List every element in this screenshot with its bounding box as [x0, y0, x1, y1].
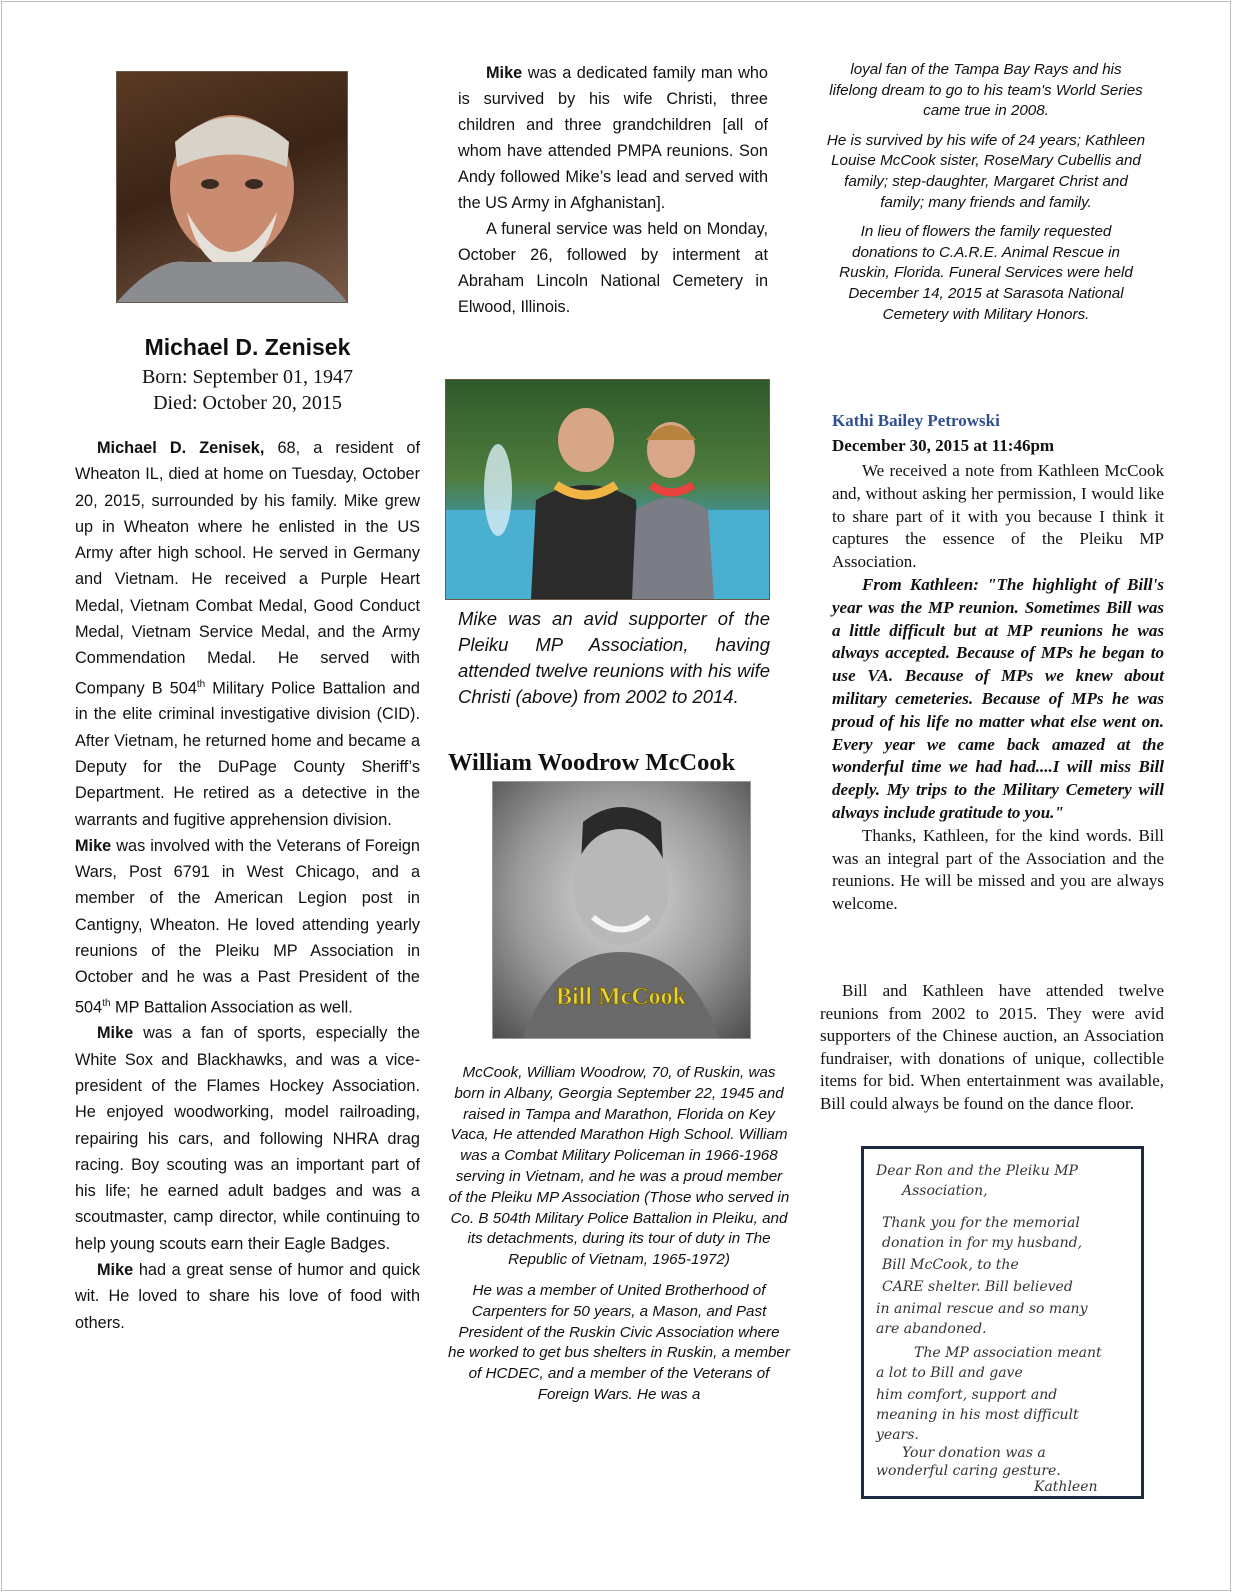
obituary-name-zenisek: Michael D. Zenisek — [144, 334, 351, 360]
paragraph — [75, 833, 420, 1021]
paragraph: He was a member of United Brotherhood of Carpenters for 50 years, a Mason, and Past President of the Ruskin Civic Association where he worked to get bus shelters in Ruskin, a member of HCDEC, and a member of the Veterans of Foreign Wars. He was a — [448, 1281, 790, 1403]
text: was a dedicated family man who is survived by his wife Christi, three children and three grandchildren [all of whom have attended PMPA reunions. Son Andy followed Mike’s lead and served with the US Army in Afghanistan]. — [458, 64, 768, 212]
text: 68, a resident of Wheaton IL, died at home on Tuesday, October 20, 2015, surrounded by his family. Mike grew up in Wheaton where he enlisted in the US Army after high school. He served in Germany and Vietnam. He received a Purple Heart Medal, Vietnam Combat Medal, Good Conduct Medal, Vietnam Service Medal, and the Army Commendation Medal. He served with Company B 504 — [75, 439, 420, 698]
photo-label: Bill McCook — [556, 984, 686, 1010]
paragraph: Bill and Kathleen have attended twelve reunions from 2002 to 2015. They were avid supporters of the Chinese auction, an Association fundraiser, with donations of unique, collectible items for bid. When entertainment was available, Bill could always be found on the dance floor. — [820, 981, 1164, 1113]
note-line: Association, — [902, 1183, 988, 1199]
photo-caption: Mike was an avid supporter of the Pleiku MP Association, having attended twelve reunions with his wife Christi (above) from 2002 to 2014. — [458, 608, 770, 707]
text: was involved with the Veterans of Foreign Wars, Post 6791 in West Chicago, and a member of the American Legion post in Cantigny, Wheaton. He loved attending yearly reunions of the Pleiku MP Association in October and he was a Past President of the 504 — [75, 836, 420, 1017]
post-body — [832, 460, 1164, 916]
note-line: wonderful caring gesture. — [876, 1463, 1061, 1479]
superscript: th — [102, 997, 111, 1009]
paragraph — [75, 1020, 420, 1257]
note-line: in animal rescue and so many — [876, 1301, 1088, 1317]
text: was a fan of sports, especially the White Sox and Blackhawks, and was a vice-president of the Flames Hockey Association. He enjoyed woodworking, model railroading, repairing his cars, and following NHRA drag racing. Boy scouting was an important part of his life; he earned adult badges and was a scoutmaster, camp director, while continuing to help young scouts earn their Eagle Badges. — [75, 1024, 420, 1253]
note-line: meaning in his most difficult — [876, 1407, 1079, 1423]
zenisek-obituary-text — [75, 435, 420, 1336]
quote-paragraph: From Kathleen: "The highlight of Bill's year was the MP reunion. Sometimes Bill was a little difficult but at MP reunions he was always accepted. Because of MPs he began to use VA. Because of MPs we knew about military cemeteries. Because of MPs he was proud of his life no matter what else went on. Every year we came back amazed at the wonderful time we had had....I will miss Bill deeply. My trips to the Military Cemetery will always include gratitude to you." — [832, 574, 1164, 822]
post-author: Kathi Bailey Petrowski — [832, 411, 1000, 430]
text: had a great sense of humor and quick wit. He loved to share his love of food with others. — [75, 1261, 420, 1332]
birth-death-dates — [75, 364, 420, 416]
text: MP Battalion Association as well. — [110, 998, 353, 1017]
mccook-image — [493, 782, 750, 1038]
couple-photo — [445, 379, 770, 600]
mccook-obituary-text — [448, 1063, 790, 1406]
note-line: The MP association meant — [914, 1345, 1102, 1361]
died-date: Died: October 20, 2015 — [153, 392, 342, 414]
portrait-image — [117, 72, 347, 302]
text: Military Police Battalion and in the elite criminal investigative division (CID). After Vietnam, he returned home and became a Deputy for the DuPage County Sheriff’s Department. He retired as a detective in the warrants and fugitive apprehension division. — [75, 679, 420, 829]
note-line: CARE shelter. Bill believed — [882, 1279, 1073, 1295]
bold-lead: Michael D. Zenisek, — [97, 439, 265, 457]
paragraph: He is survived by his wife of 24 years; Kathleen Louise McCook sister, RoseMary Cubellis and family; step-daughter, Margaret Christ and family; many friends and family. — [826, 131, 1146, 211]
paragraph — [458, 60, 768, 216]
zenisek-family-text — [458, 60, 768, 320]
paragraph — [75, 435, 420, 833]
paragraph: Thanks, Kathleen, for the kind words. Bill was an integral part of the Association and the reunions. He will be missed and you are always welcome. — [832, 825, 1164, 914]
note-line: years. — [876, 1427, 919, 1443]
closing-text — [820, 980, 1164, 1116]
paragraph: McCook, William Woodrow, 70, of Ruskin, was born in Albany, Georgia September 22, 1945 and raised in Tampa and Marathon, Florida on Key Vaca, He attended Marathon High School. William was a Combat Military Policeman in 1966-1968 serving in Vietnam, and he was a proud member of the Pleiku MP Association (Those who served in Co. B 504th Military Police Battalion in Pleiku, and its detachments, during its tour of duty in The Republic of Vietnam, 1965-1972) — [448, 1064, 790, 1269]
paragraph: In lieu of flowers the family requested donations to C.A.R.E. Animal Rescue in Ruskin, Florida. Funeral Services were held December 14, 2015 at Sarasota National Cemetery with Military Honors. — [839, 223, 1133, 323]
bold-lead: Mike — [97, 1024, 134, 1043]
paragraph: loyal fan of the Tampa Bay Rays and his lifelong dream to go to his team's World Series came true in 2008. — [829, 61, 1143, 120]
note-line: Thank you for the memorial — [882, 1215, 1080, 1231]
paragraph: A funeral service was held on Monday, October 26, followed by interment at Abraham Lincoln National Cemetery in Elwood, Illinois. — [458, 220, 768, 316]
note-line: donation in for my husband, — [882, 1235, 1083, 1251]
portrait-photo-michael — [116, 71, 348, 303]
couple-image — [446, 380, 769, 599]
note-line: a lot to Bill and gave — [876, 1365, 1023, 1381]
note-line: him comfort, support and — [876, 1387, 1058, 1403]
note-line: Bill McCook, to the — [882, 1257, 1019, 1273]
bold-lead: Mike — [75, 836, 112, 855]
paragraph: We received a note from Kathleen McCook and, without asking her permission, I would like to share part of it with you because I think it captures the essence of the Pleiku MP Association. — [832, 461, 1164, 572]
mccook-obituary-continued — [826, 60, 1146, 325]
handwritten-note — [861, 1146, 1144, 1499]
post-date: December 30, 2015 at 11:46pm — [832, 436, 1055, 455]
note-signature: Kathleen — [1034, 1479, 1098, 1495]
mccook-heading: William Woodrow McCook — [448, 749, 736, 776]
born-date: Born: September 01, 1947 — [141, 366, 354, 388]
bill-mccook-photo — [492, 781, 751, 1039]
paragraph — [75, 1257, 420, 1336]
bold-lead: Mike — [486, 64, 523, 82]
bold-lead: Mike — [97, 1261, 134, 1280]
note-line: are abandoned. — [876, 1321, 987, 1337]
note-line: Your donation was a — [902, 1445, 1046, 1461]
superscript: th — [196, 678, 206, 690]
note-line: Dear Ron and the Pleiku MP — [876, 1163, 1078, 1179]
